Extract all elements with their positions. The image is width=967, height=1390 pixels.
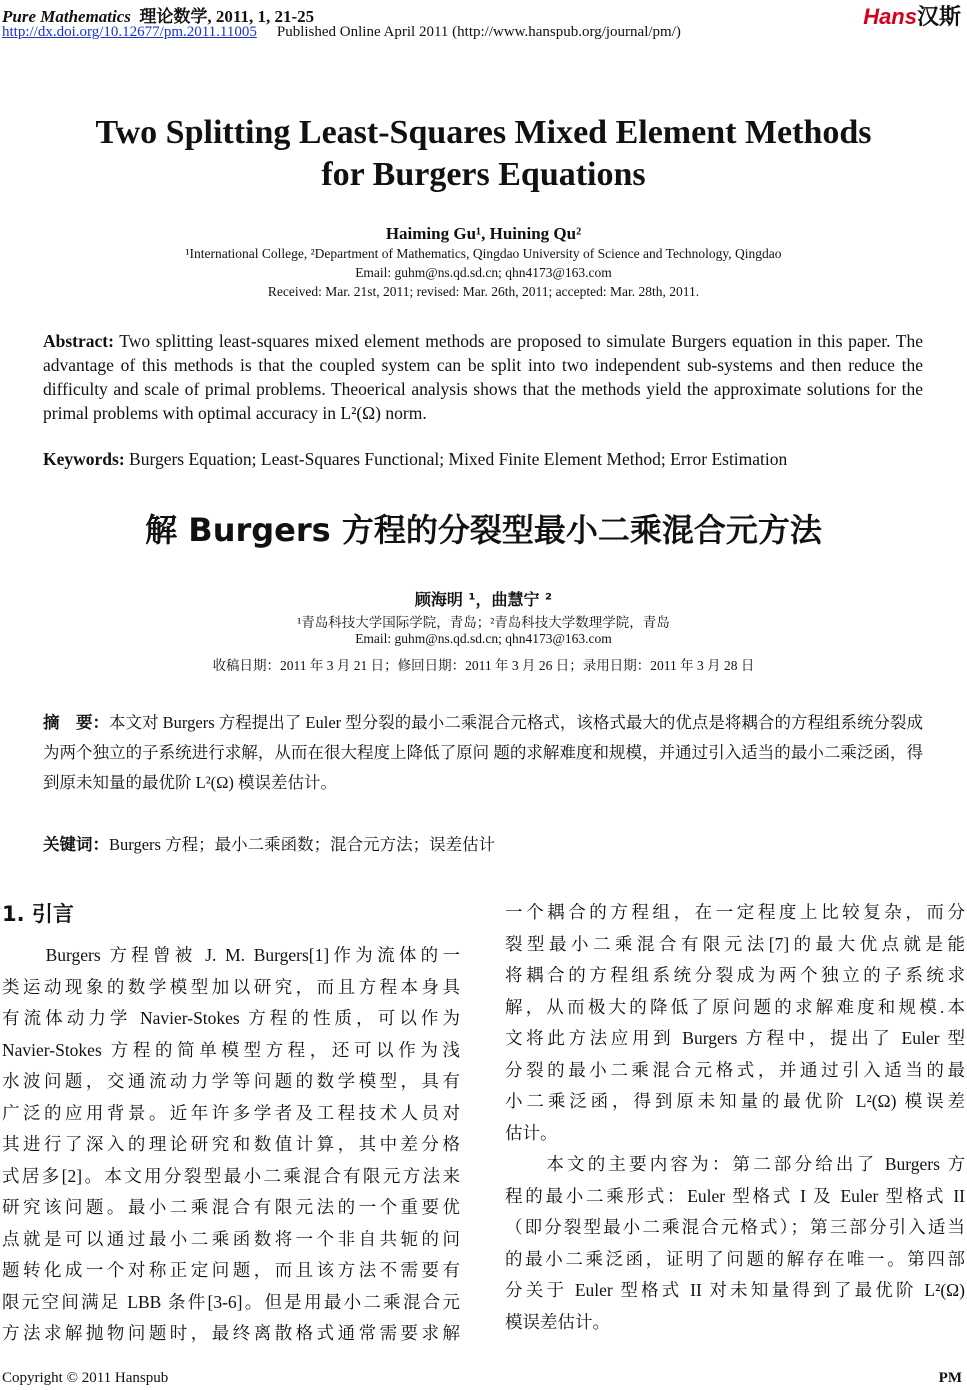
journal-name: Pure Mathematics <box>2 7 131 26</box>
text-line: 广泛的应用背景。近年许多学者及工程技术人员对 <box>2 1102 460 1123</box>
affiliation-en: ¹International College, ²Department of Mathematics, Qingdao University of Science and Technology, Qingdao <box>185 246 782 261</box>
text-line: 类运动现象的数学模型加以研究，而且方程本身具 <box>2 976 460 997</box>
journal-issue: 理论数学, 2011, 1, 21-25 <box>139 7 315 26</box>
abstract-cn <box>43 708 923 798</box>
text-line: 本文的主要内容为：第二部分给出了 Burgers 方 <box>505 1154 965 1174</box>
keywords-cn-text: Burgers 方程；最小二乘函数；混合元方法；误差估计 <box>109 835 496 854</box>
email-cn: Email: guhm@ns.qd.sd.cn; qhn4173@163.com <box>355 631 612 646</box>
keywords-cn-label: 关键词： <box>43 835 109 854</box>
text-line: 研究该问题。最小二乘混合有限元法的一个重要优 <box>2 1197 460 1217</box>
keywords-cn <box>43 833 923 857</box>
text-line: 估计。 <box>505 1122 558 1143</box>
keywords-text: Burgers Equation; Least-Squares Functional; Mixed Finite Element Method; Error Estimation <box>129 449 788 469</box>
section-heading: 1. 引言 <box>2 902 74 926</box>
text-line: 有流体动力学 Navier-Stokes 方程的性质，可以作为 <box>2 1008 460 1028</box>
footer <box>2 1370 962 1387</box>
abstract-en <box>43 329 923 425</box>
text-line: 其进行了深入的理论研究和数值计算，其中差分格 <box>2 1134 460 1154</box>
title-line-2: for Burgers Equations <box>321 156 646 193</box>
text-line: 式居多[2]。本文用分裂型最小二乘混合有限元方法来 <box>2 1165 460 1186</box>
text-line: 将耦合的方程组系统分裂成为两个独立的子系统求 <box>505 965 965 985</box>
dates-en: Received: Mar. 21st, 2011; revised: Mar. 26th, 2011; accepted: Mar. 28th, 2011. <box>267 284 700 299</box>
abstract-cn-label: 摘 要： <box>43 713 110 732</box>
doi-link[interactable]: http://dx.doi.org/10.12677/pm.2011.11005 <box>2 24 257 40</box>
text-line: 分裂的最小二乘混合元格式，并通过引入适当的最 <box>505 1059 965 1080</box>
text-line: （即分裂型最小二乘混合元格式）；第三部分引入适当 <box>505 1217 965 1237</box>
text-line: 文将此方法应用到 Burgers 方程中，提出了 Euler 型 <box>505 1028 965 1048</box>
title-line-1: Two Splitting Least-Squares Mixed Element Methods <box>95 114 872 151</box>
text-line: 解，从而极大的降低了原问题的求解难度和规模.本 <box>505 996 965 1017</box>
journal-abbr: PM <box>938 1370 962 1386</box>
text-line: 限元空间满足 LBB 条件[3-6]。但是用最小二乘混合元 <box>2 1291 460 1312</box>
text-line: 题转化成一个对称正定问题，而且该方法不需要有 <box>2 1260 460 1280</box>
abstract-text: Two splitting least-squares mixed element methods are proposed to simulate Burgers equation in this paper. The advantage of this methods is that the coupled system can be split into two independent sub-systems and then reduce the difficulty and scale of primal problems. Theoerical analysis shows that the methods yield the approximate solutions for the primal problems with optimal accuracy in L²(Ω) norm. <box>43 331 923 423</box>
hans-logo <box>863 0 961 31</box>
text-line: 的最小二乘泛函，证明了问题的解存在唯一。第四部 <box>505 1248 965 1269</box>
keywords-label: Keywords: <box>43 449 125 469</box>
text-line: 裂型最小二乘混合有限元法[7]的最大优点就是能 <box>505 933 965 954</box>
abstract-cn-text: 本文对 Burgers 方程提出了 Euler 型分裂的最小二乘混合元格式，该格式最大的优点是将耦合的方程组系统分裂成为两个独立的子系统进行求解，从而在很大程度上降低了原问 题的求解难度和规模，并通过引入适当的最小二乘泛函，得到原未知量的最优阶 L²(Ω) 模误差估计。 <box>43 713 923 792</box>
dates-cn: 收稿日期：2011 年 3 月 21 日；修回日期：2011 年 3 月 26 日；录用日期：2011 年 3 月 28 日 <box>212 658 755 673</box>
text-line: Burgers 方程曾被 J. M. Burgers[1]作为流体的一 <box>2 945 460 965</box>
text-line: 点就是可以通过最小二乘函数将一个非自共轭的问 <box>2 1228 460 1249</box>
text-line: 小二乘泛函，得到原未知量的最优阶 L²(Ω) 模误差 <box>505 1091 965 1111</box>
left-column <box>2 940 460 1350</box>
text-line: 模误差估计。 <box>505 1311 610 1332</box>
email-en: Email: guhm@ns.qd.sd.cn; qhn4173@163.com <box>355 265 612 280</box>
authors-cn: 顾海明 ¹，曲慧宁 ² <box>414 590 553 609</box>
abstract-label: Abstract: <box>43 331 114 351</box>
paper-title-en <box>0 112 967 196</box>
text-line: 程的最小二乘形式：Euler 型格式 I 及 Euler 型格式 II <box>505 1185 965 1206</box>
authors-en: Haiming Gu¹, Huining Qu² <box>385 224 582 243</box>
affiliation-cn: ¹青岛科技大学国际学院，青岛；²青岛科技大学数理学院，青岛 <box>297 615 670 630</box>
text-line: 水波问题，交通流动力学等问题的数学模型，具有 <box>2 1071 460 1091</box>
paper-title-cn: 解 Burgers 方程的分裂型最小二乘混合元方法 <box>145 511 822 549</box>
text-line: 一个耦合的方程组，在一定程度上比较复杂，而分 <box>505 902 965 922</box>
copyright: Copyright © 2011 Hanspub <box>2 1370 169 1386</box>
published-info: Published Online April 2011 (http://www.hanspub.org/journal/pm/) <box>276 24 681 40</box>
keywords-en <box>43 447 923 471</box>
doi-line <box>2 24 681 41</box>
logo-cn: 汉斯 <box>916 4 961 29</box>
text-line: 方法求解抛物问题时，最终离散格式通常需要求解 <box>2 1323 460 1343</box>
text-line: 分关于 Euler 型格式 II 对未知量得到了最优阶 L²(Ω) <box>505 1280 965 1300</box>
logo-en: Hans <box>863 4 917 29</box>
text-line: Navier-Stokes 方程的简单模型方程，还可以作为浅 <box>2 1039 460 1060</box>
right-column <box>505 897 965 1338</box>
